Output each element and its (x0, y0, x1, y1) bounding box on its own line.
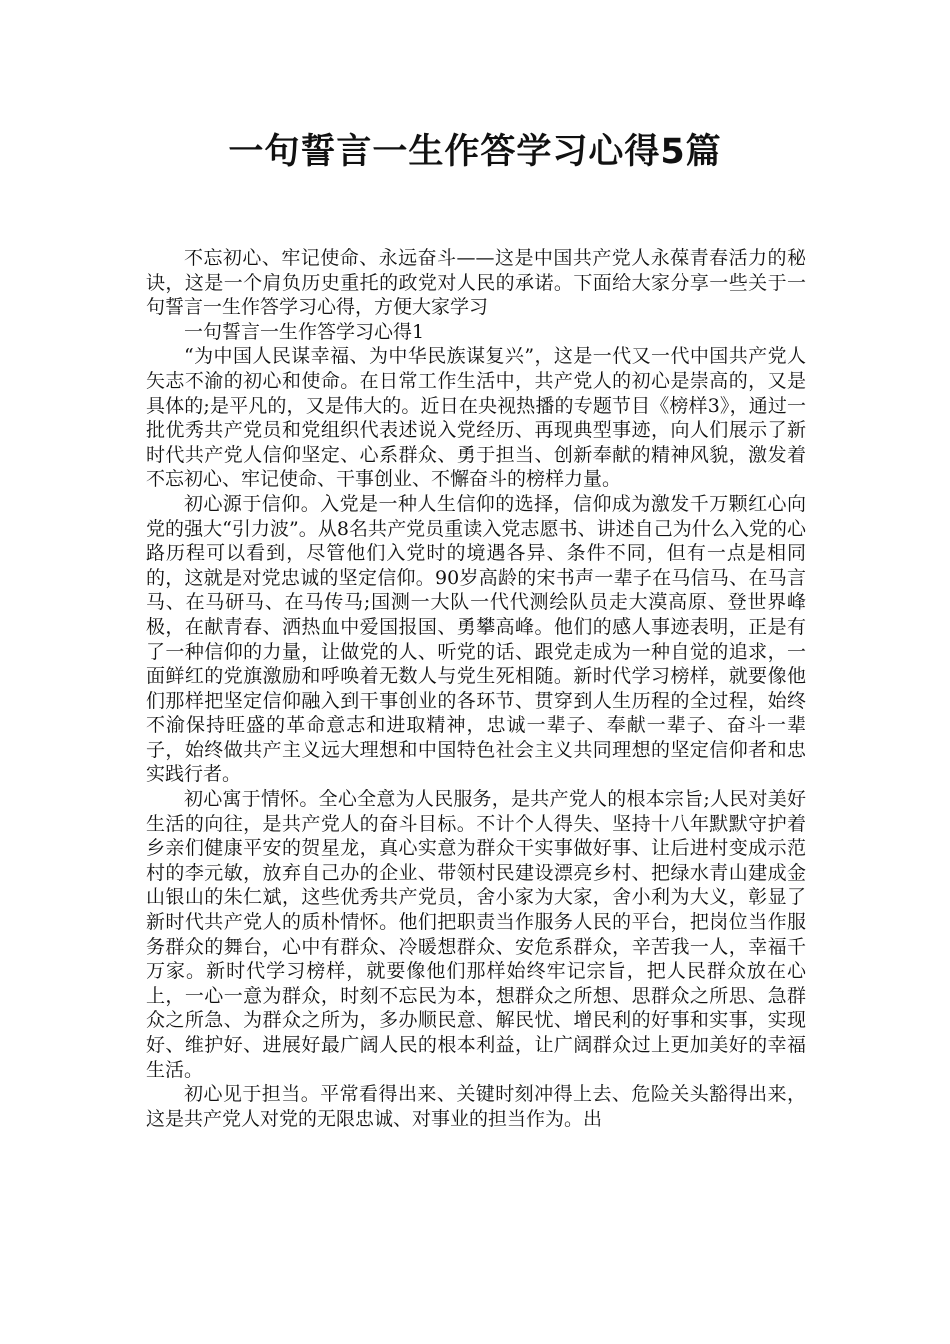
document-body (146, 246, 806, 1131)
document-title: 一句誓言一生作答学习心得5篇 (228, 132, 722, 172)
section-heading: 一句誓言一生作答学习心得1 (184, 320, 425, 343)
body-paragraph: 初心源于信仰。入党是一种人生信仰的选择，信仰成为激发千万颗红心向党的强大“引力波”。从8名共产党员重读入党志愿书、讲述自己为什么入党的心路历程可以看到，尽管他们入党时的境遇各异、条件不同，但有一点是相同的，这就是对党忠诚的坚定信仰。90岁高龄的宋书声一辈子在马信马、在马言马、在马研马、在马传马;国测一大队一代代测绘队员走大漠高原、登世界峰极，在献青春、洒热血中爱国报国、勇攀高峰。他们的感人事迹表明，正是有了一种信仰的力量，让做党的人、听党的话、跟党走成为一种自觉的追求，一面鲜红的党旗激励和呼唤着无数人与党生死相随。新时代学习榜样，就要像他们那样把坚定信仰融入到干事创业的各环节、贯穿到人生历程的全过程，始终不渝保持旺盛的革命意志和进取精神，忠诚一辈子、奉献一辈子、奋斗一辈子，始终做共产主义远大理想和中国特色社会主义共同理想的坚定信仰者和忠实践行者。 (146, 492, 806, 786)
body-paragraph: “为中国人民谋幸福、为中华民族谋复兴”，这是一代又一代中国共产党人矢志不渝的初心和使命。在日常工作生活中，共产党人的初心是崇高的，又是具体的;是平凡的，又是伟大的。近日在央视热播的专题节目《榜样3》，通过一批优秀共产党员和党组织代表述说入党经历、再现典型事迹，向人们展示了新时代共产党人信仰坚定、心系群众、勇于担当、创新奉献的精神风貌，激发着不忘初心、牢记使命、干事创业、不懈奋斗的榜样力量。 (146, 345, 806, 491)
intro-paragraph: 不忘初心、牢记使命、永远奋斗——这是中国共产党人永葆青春活力的秘诀，这是一个肩负历史重托的政党对人民的承诺。下面给大家分享一些关于一句誓言一生作答学习心得，方便大家学习 (146, 247, 806, 319)
body-paragraph: 初心寓于情怀。全心全意为人民服务，是共产党人的根本宗旨;人民对美好生活的向往，是共产党人的奋斗目标。不计个人得失、坚持十八年默默守护着乡亲们健康平安的贺星龙，真心实意为群众干实事做好事、让后进村变成示范村的李元敏，放弃自己办的企业、带领村民建设漂亮乡村、把绿水青山建成金山银山的朱仁斌，这些优秀共产党员，舍小家为大家，舍小利为大义，彰显了新时代共产党人的质朴情怀。他们把职责当作服务人民的平台，把岗位当作服务群众的舞台，心中有群众、冷暖想群众、安危系群众，辛苦我一人，幸福千万家。新时代学习榜样，就要像他们那样始终牢记宗旨，把人民群众放在心上，一心一意为群众，时刻不忘民为本，想群众之所想、思群众之所思、急群众之所急、为群众之所为，多办顺民意、解民忧、增民利的好事和实事，实现好、维护好、进展好最广阔人民的根本利益，让广阔群众过上更加美好的幸福生活。 (146, 788, 806, 1081)
body-paragraph: 初心见于担当。平常看得出来、关键时刻冲得上去、危险关头豁得出来，这是共产党人对党的无限忠诚、对事业的担当作为。出 (146, 1083, 806, 1130)
